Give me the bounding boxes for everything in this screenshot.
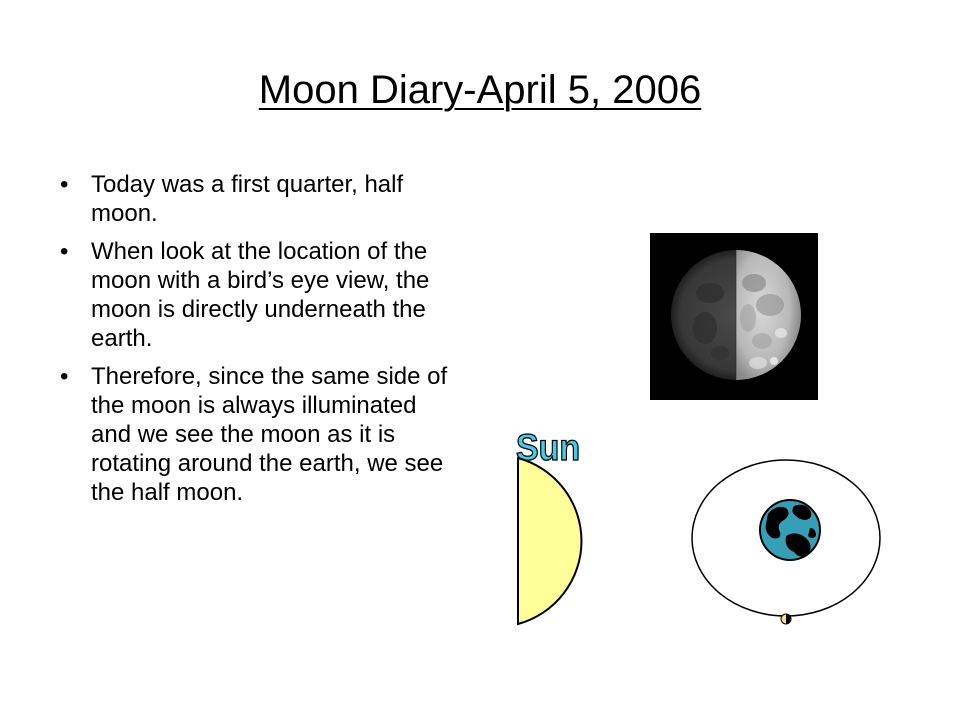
diagram-canvas (510, 418, 900, 633)
half-moon-image (650, 233, 818, 400)
bullet-text: Therefore, since the same side of the moon is always illuminated and we see the moon as it is rotating around the earth, we see the half moon. (91, 363, 448, 506)
bullet-item (60, 237, 460, 353)
bullet-list (60, 170, 460, 516)
bullet-item (60, 362, 460, 507)
bullet-marker: • (60, 238, 69, 265)
earth-icon (760, 500, 820, 560)
bullet-text: When look at the location of the moon with a bird’s eye view, the moon is directly underneath the earth. (91, 238, 430, 352)
half-moon-photo (650, 233, 818, 400)
bullet-text: Today was a first quarter, half moon. (91, 171, 404, 227)
moon-icon (781, 614, 791, 624)
bullet-marker: • (60, 171, 69, 198)
bullet-marker: • (60, 363, 69, 390)
sun-label: Sun (516, 426, 581, 469)
bullet-item (60, 170, 460, 228)
slide-title: Moon Diary-April 5, 2006 (258, 68, 702, 112)
sun-earth-moon-diagram (510, 418, 900, 633)
sun-half (518, 458, 581, 624)
